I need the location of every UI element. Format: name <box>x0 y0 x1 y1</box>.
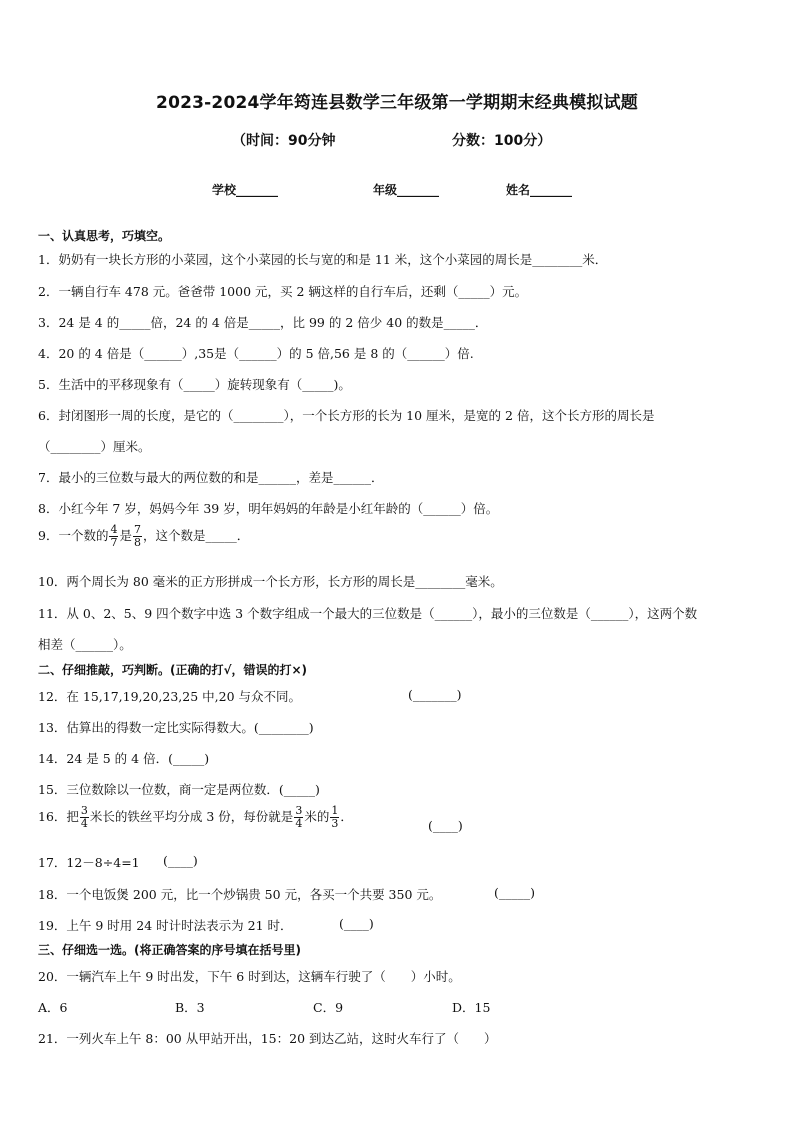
question-6-line-1: 6．封闭图形一周的长度，是它的（________），一个长方形的长为 10 厘米，是宽的 2 倍，这个长方形的周长是 <box>38 408 655 423</box>
fraction: $\frac{3}{4}$ <box>295 804 303 830</box>
exam-title: 2023-2024学年筠连县数学三年级第一学期期末经典模拟试题 <box>156 93 638 113</box>
answer-paren-19: (____) <box>339 916 374 931</box>
section-heading-true-false: 二、仔细推敲，巧判断。(正确的打√，错误的打×) <box>38 663 308 677</box>
question-18: 18．一个电饭煲 200 元，比一个炒锅贵 50 元，各买一个共要 350 元。 <box>38 887 442 902</box>
answer-paren-17: (____) <box>163 853 198 868</box>
question-5: 5．生活中的平移现象有（_____）旋转现象有（_____)。 <box>38 377 351 392</box>
question-20: 20．一辆汽车上午 9 时出发，下午 6 时到达，这辆车行驶了（ ）小时。 <box>38 969 461 984</box>
question-9-text-end: ，这个数是_____． <box>142 528 250 543</box>
question-16-text-mid2: 米的 <box>304 809 330 824</box>
choice-b: B．3 <box>175 1000 205 1015</box>
question-9-text-start: 9．一个数的 <box>38 528 109 543</box>
question-4: 4．20 的 4 倍是（______）,35是（______）的 5 倍,56 是 8 的（______）倍. <box>38 346 474 361</box>
question-19: 19．上午 9 时用 24 时计时法表示为 21 时． <box>38 918 293 933</box>
choice-a: A．6 <box>38 1000 68 1015</box>
answer-paren-18: (_____) <box>494 885 536 900</box>
question-21: 21．一列火车上午 8：00 从甲站开出，15：20 到达乙站，这时火车行了（ ） <box>38 1031 497 1046</box>
question-12: 12．在 15,17,19,20,23,25 中,20 与众不同。 <box>38 689 302 704</box>
time-label: （时间：90分钟 <box>232 133 336 149</box>
answer-paren-12: (_______) <box>408 687 462 702</box>
question-9-text-mid: 是 <box>119 528 132 543</box>
question-16-text-mid: 米长的铁丝平均分成 3 份，每份就是 <box>89 809 294 824</box>
choice-c: C．9 <box>313 1000 344 1015</box>
name-field: 姓名_______ <box>506 183 573 197</box>
question-6-line-2: （________）厘米。 <box>38 439 151 454</box>
question-9 <box>38 524 249 549</box>
question-3: 3．24 是 4 的_____倍，24 的 4 倍是_____，比 99 的 2 倍少 40 的数是_____． <box>38 315 488 330</box>
section-heading-multiple-choice: 三、仔细选一选。(将正确答案的序号填在括号里) <box>38 943 301 957</box>
question-8: 8．小红今年 7 岁，妈妈今年 39 岁，明年妈妈的年龄是小红年龄的（______）倍。 <box>38 501 499 516</box>
question-15: 15．三位数除以一位数，商一定是两位数．(_____) <box>38 782 320 797</box>
question-16-text-start: 16．把 <box>38 809 79 824</box>
choice-d: D．15 <box>452 1000 491 1015</box>
question-11-line-2: 相差（______）。 <box>38 637 132 652</box>
school-field: 学校_______ <box>212 183 279 197</box>
grade-field: 年级_______ <box>373 183 440 197</box>
question-16-text-end: ． <box>340 809 353 824</box>
question-14: 14．24 是 5 的 4 倍．(_____) <box>38 751 210 766</box>
question-17: 17．12－8÷4=1 <box>38 855 140 870</box>
question-10: 10．两个周长为 80 毫米的正方形拼成一个长方形，长方形的周长是________毫米。 <box>38 574 503 589</box>
question-11-line-1: 11．从 0、2、5、9 四个数字中选 3 个数字组成一个最大的三位数是（______），最小的三位数是（______），这两个数 <box>38 606 698 621</box>
answer-paren-16: (____) <box>428 818 463 833</box>
score-label: 分数：100分） <box>452 133 552 149</box>
question-7: 7．最小的三位数与最大的两位数的和是______，差是______． <box>38 470 384 485</box>
question-2: 2．一辆自行车 478 元。爸爸带 1000 元，买 2 辆这样的自行车后，还剩（_____）元。 <box>38 284 528 299</box>
fraction: $\frac{7}{8}$ <box>133 523 141 549</box>
question-16 <box>38 805 353 830</box>
fraction: $\frac{4}{7}$ <box>110 523 118 549</box>
fraction: $\frac{1}{3}$ <box>331 804 339 830</box>
fraction: $\frac{3}{4}$ <box>80 804 88 830</box>
question-13: 13．估算出的得数一定比实际得数大。(________) <box>38 720 314 735</box>
section-heading-fill-blank: 一、认真思考，巧填空。 <box>38 229 171 243</box>
question-1: 1．奶奶有一块长方形的小菜园，这个小菜园的长与宽的和是 11 米，这个小菜园的周长是________米． <box>38 252 608 267</box>
